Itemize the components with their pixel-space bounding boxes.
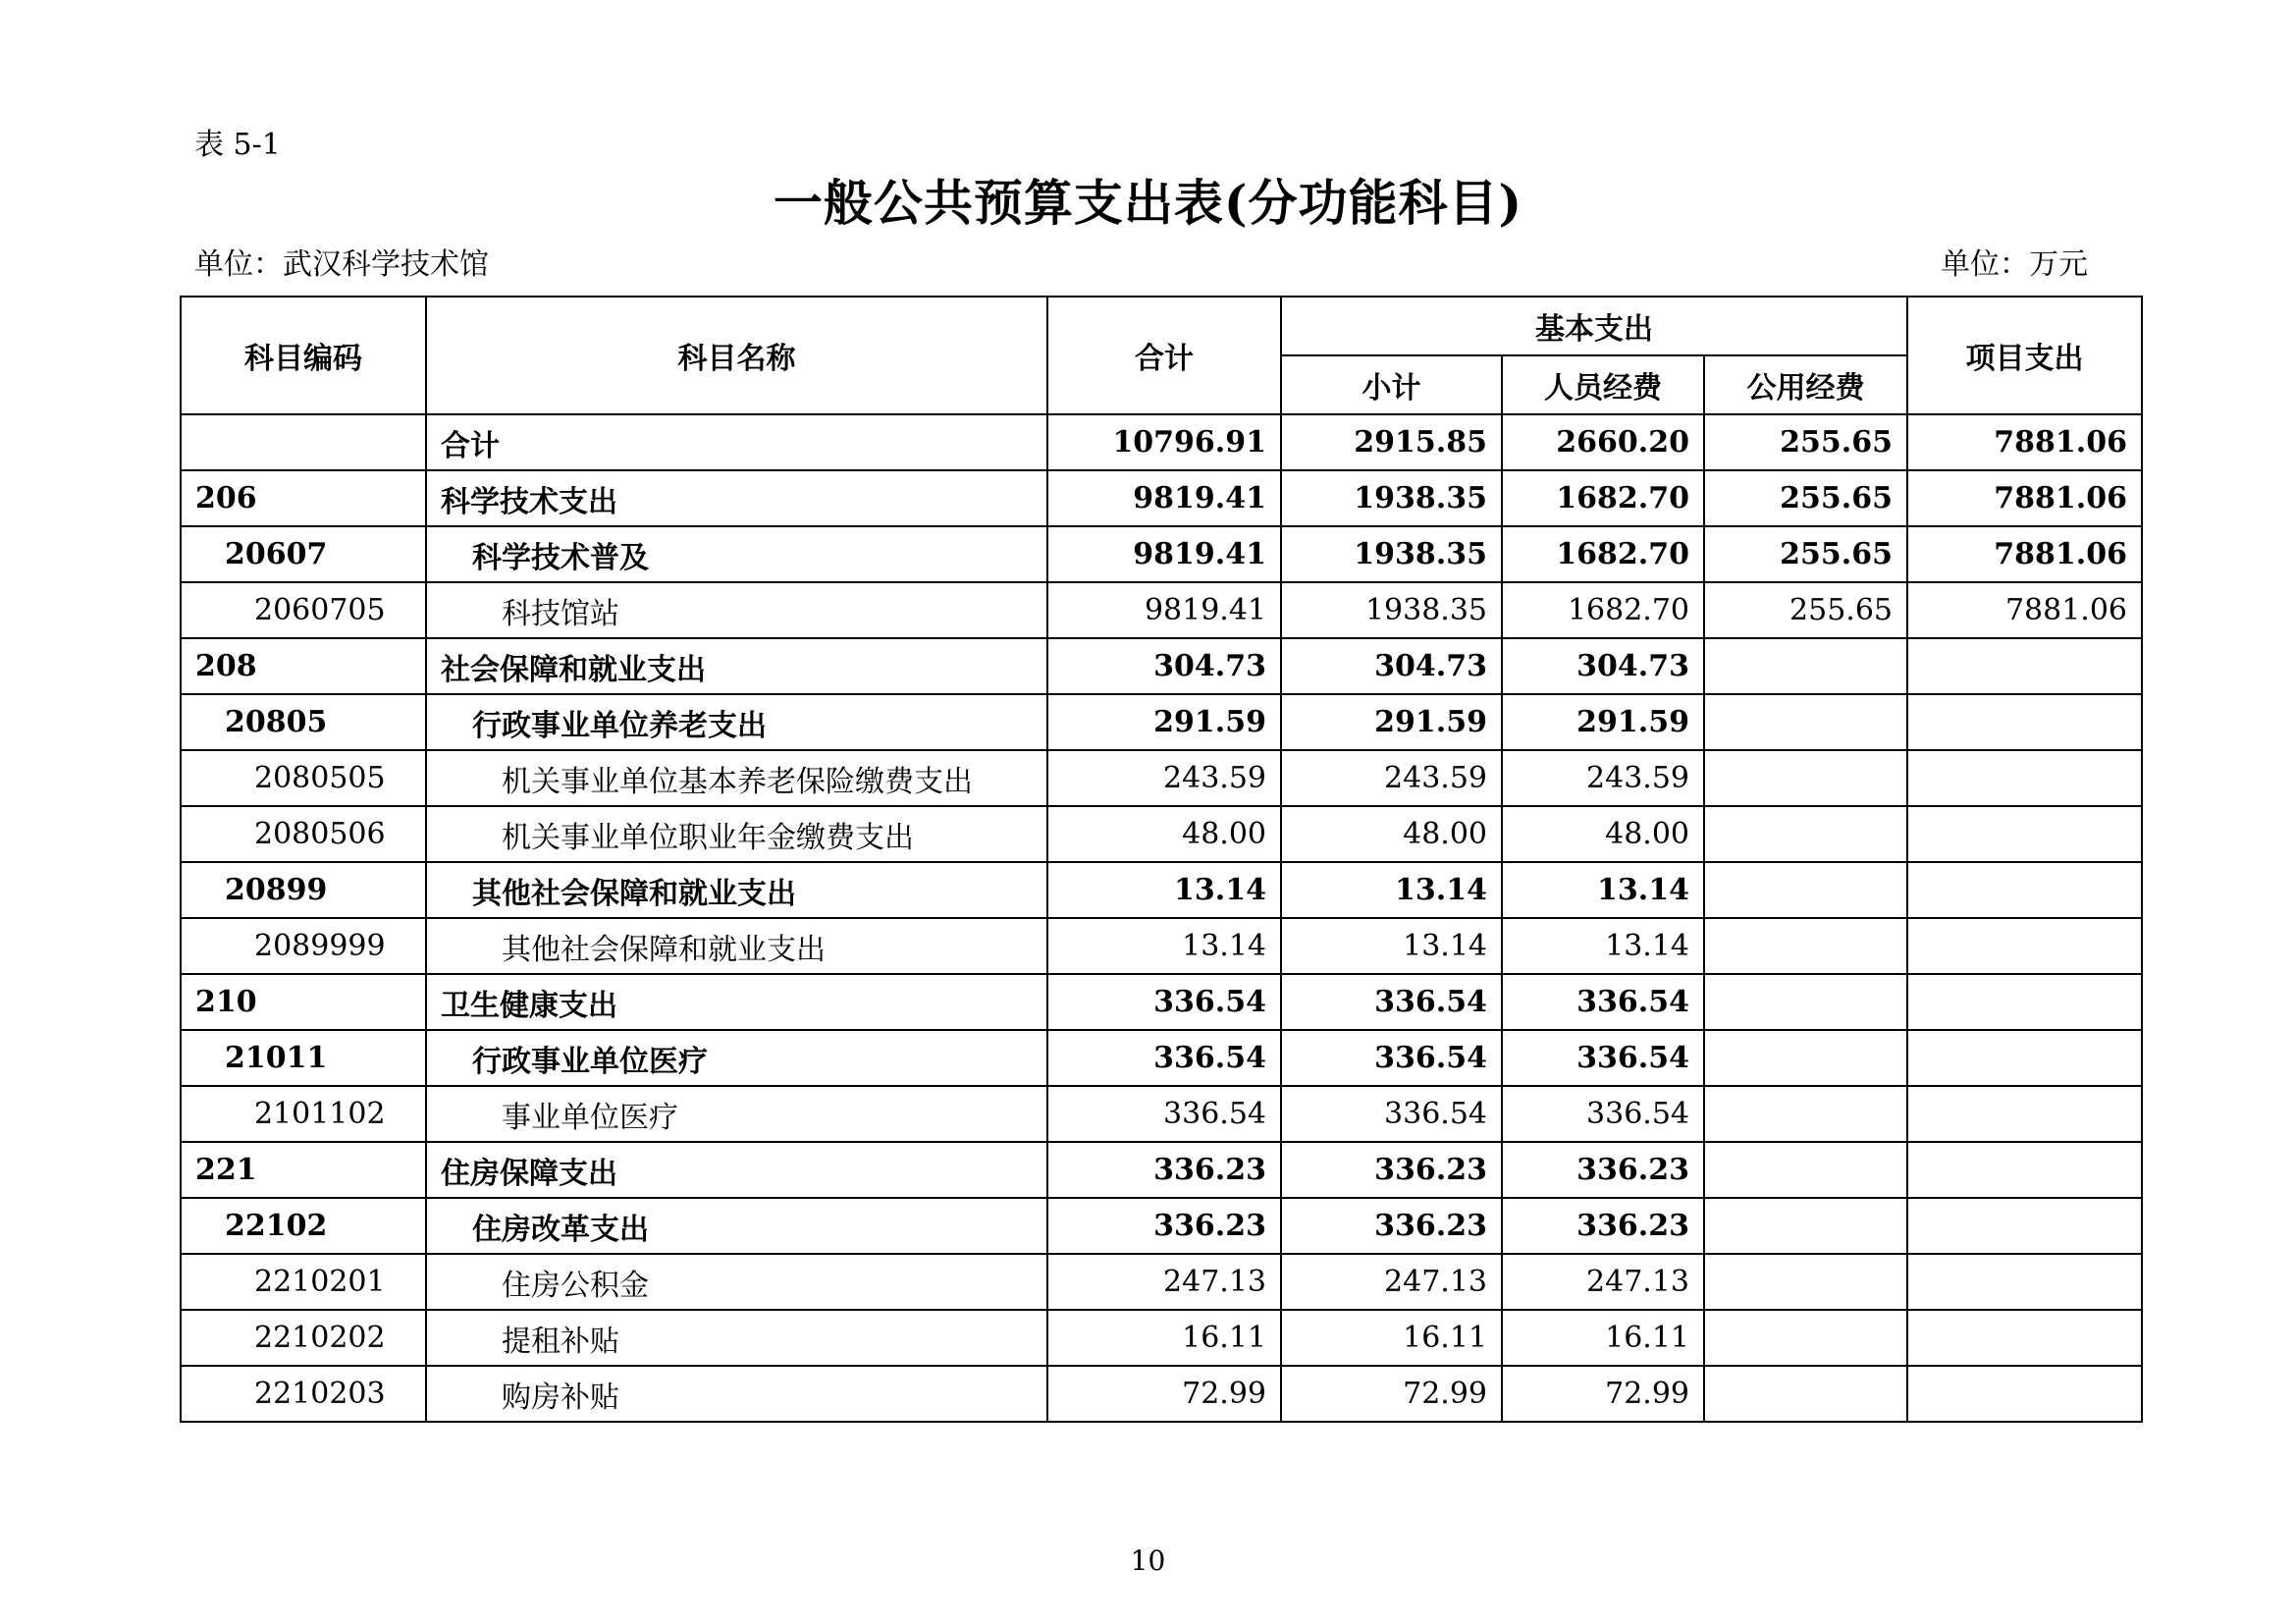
cell-code: 2089999 — [181, 918, 426, 974]
cell-personnel: 243.59 — [1502, 750, 1704, 806]
cell-public — [1704, 1030, 1907, 1086]
cell-personnel: 2660.20 — [1502, 414, 1704, 470]
cell-code: 221 — [181, 1142, 426, 1198]
cell-public: 255.65 — [1704, 526, 1907, 582]
cell-total: 243.59 — [1047, 750, 1281, 806]
cell-total: 13.14 — [1047, 918, 1281, 974]
table-row — [181, 1086, 2142, 1142]
cell-personnel: 13.14 — [1502, 918, 1704, 974]
cell-public — [1704, 806, 1907, 862]
cell-subtotal: 72.99 — [1281, 1366, 1502, 1422]
column-header-project: 项目支出 — [1907, 297, 2142, 414]
cell-total: 13.14 — [1047, 862, 1281, 918]
cell-subtotal: 16.11 — [1281, 1310, 1502, 1366]
cell-total: 9819.41 — [1047, 582, 1281, 638]
cell-name: 机关事业单位基本养老保险缴费支出 — [426, 750, 1047, 806]
cell-code: 20607 — [181, 526, 426, 582]
cell-personnel: 1682.70 — [1502, 470, 1704, 526]
table-label: 表 5-1 — [194, 128, 281, 162]
cell-project — [1907, 1310, 2142, 1366]
cell-name: 卫生健康支出 — [426, 974, 1047, 1030]
cell-public: 255.65 — [1704, 582, 1907, 638]
table-row — [181, 918, 2142, 974]
cell-name: 科技馆站 — [426, 582, 1047, 638]
cell-subtotal: 1938.35 — [1281, 526, 1502, 582]
table-row — [181, 1366, 2142, 1422]
cell-total: 291.59 — [1047, 694, 1281, 750]
table-row — [181, 974, 2142, 1030]
unit-organization: 单位：武汉科学技术馆 — [194, 247, 489, 282]
column-header-personnel: 人员经费 — [1502, 355, 1704, 414]
cell-personnel: 1682.70 — [1502, 582, 1704, 638]
table-row — [181, 470, 2142, 526]
cell-public — [1704, 974, 1907, 1030]
cell-personnel: 72.99 — [1502, 1366, 1704, 1422]
cell-code — [181, 414, 426, 470]
cell-subtotal: 48.00 — [1281, 806, 1502, 862]
cell-subtotal: 243.59 — [1281, 750, 1502, 806]
cell-name: 其他社会保障和就业支出 — [426, 862, 1047, 918]
page-title: 一般公共预算支出表(分功能科目) — [773, 174, 1523, 232]
cell-total: 336.23 — [1047, 1198, 1281, 1254]
cell-name: 社会保障和就业支出 — [426, 638, 1047, 694]
table-row — [181, 414, 2142, 470]
cell-public — [1704, 1310, 1907, 1366]
page-number: 10 — [1130, 1544, 1166, 1577]
table-row — [181, 1142, 2142, 1198]
cell-project: 7881.06 — [1907, 414, 2142, 470]
cell-total: 336.54 — [1047, 974, 1281, 1030]
cell-total: 9819.41 — [1047, 526, 1281, 582]
cell-personnel: 336.23 — [1502, 1198, 1704, 1254]
cell-name: 提租补贴 — [426, 1310, 1047, 1366]
cell-project: 7881.06 — [1907, 470, 2142, 526]
table-row — [181, 750, 2142, 806]
cell-name: 住房公积金 — [426, 1254, 1047, 1310]
cell-total: 247.13 — [1047, 1254, 1281, 1310]
cell-code: 2060705 — [181, 582, 426, 638]
table-row — [181, 1030, 2142, 1086]
cell-code: 22102 — [181, 1198, 426, 1254]
cell-subtotal: 304.73 — [1281, 638, 1502, 694]
cell-project — [1907, 918, 2142, 974]
cell-subtotal: 1938.35 — [1281, 582, 1502, 638]
cell-public: 255.65 — [1704, 414, 1907, 470]
cell-public — [1704, 1086, 1907, 1142]
table-row — [181, 806, 2142, 862]
cell-project — [1907, 750, 2142, 806]
cell-code: 2210201 — [181, 1254, 426, 1310]
cell-subtotal: 247.13 — [1281, 1254, 1502, 1310]
cell-personnel: 16.11 — [1502, 1310, 1704, 1366]
cell-total: 16.11 — [1047, 1310, 1281, 1366]
table-row — [181, 862, 2142, 918]
cell-code: 2101102 — [181, 1086, 426, 1142]
cell-code: 2210203 — [181, 1366, 426, 1422]
cell-project: 7881.06 — [1907, 526, 2142, 582]
column-header-code: 科目编码 — [181, 297, 426, 414]
cell-public — [1704, 1254, 1907, 1310]
cell-public — [1704, 918, 1907, 974]
cell-personnel: 336.54 — [1502, 974, 1704, 1030]
cell-code: 20805 — [181, 694, 426, 750]
cell-name: 住房保障支出 — [426, 1142, 1047, 1198]
cell-total: 336.54 — [1047, 1086, 1281, 1142]
cell-total: 9819.41 — [1047, 470, 1281, 526]
cell-total: 72.99 — [1047, 1366, 1281, 1422]
cell-project — [1907, 1366, 2142, 1422]
table-row — [181, 582, 2142, 638]
cell-public — [1704, 638, 1907, 694]
cell-code: 210 — [181, 974, 426, 1030]
table-row — [181, 1254, 2142, 1310]
cell-public — [1704, 862, 1907, 918]
cell-name: 机关事业单位职业年金缴费支出 — [426, 806, 1047, 862]
cell-personnel: 336.54 — [1502, 1086, 1704, 1142]
cell-project — [1907, 1254, 2142, 1310]
cell-subtotal: 336.54 — [1281, 1030, 1502, 1086]
cell-name: 科学技术支出 — [426, 470, 1047, 526]
cell-code: 206 — [181, 470, 426, 526]
cell-public — [1704, 694, 1907, 750]
cell-subtotal: 1938.35 — [1281, 470, 1502, 526]
cell-subtotal: 336.54 — [1281, 974, 1502, 1030]
cell-public — [1704, 750, 1907, 806]
cell-personnel: 336.54 — [1502, 1030, 1704, 1086]
cell-subtotal: 291.59 — [1281, 694, 1502, 750]
cell-code: 21011 — [181, 1030, 426, 1086]
header-row-top — [181, 297, 2142, 355]
table-row — [181, 638, 2142, 694]
cell-total: 10796.91 — [1047, 414, 1281, 470]
cell-project — [1907, 1086, 2142, 1142]
cell-subtotal: 336.23 — [1281, 1198, 1502, 1254]
budget-table — [180, 296, 2143, 1423]
cell-name: 购房补贴 — [426, 1366, 1047, 1422]
cell-project: 7881.06 — [1907, 582, 2142, 638]
cell-project — [1907, 862, 2142, 918]
table-row — [181, 1310, 2142, 1366]
column-header-total: 合计 — [1047, 297, 1281, 414]
cell-personnel: 336.23 — [1502, 1142, 1704, 1198]
cell-subtotal: 336.54 — [1281, 1086, 1502, 1142]
cell-personnel: 291.59 — [1502, 694, 1704, 750]
cell-public — [1704, 1198, 1907, 1254]
cell-code: 2080506 — [181, 806, 426, 862]
column-header-public: 公用经费 — [1704, 355, 1907, 414]
cell-total: 336.54 — [1047, 1030, 1281, 1086]
cell-name: 其他社会保障和就业支出 — [426, 918, 1047, 974]
table-row — [181, 526, 2142, 582]
table-body — [181, 414, 2142, 1422]
cell-subtotal: 336.23 — [1281, 1142, 1502, 1198]
cell-personnel: 13.14 — [1502, 862, 1704, 918]
cell-name: 行政事业单位医疗 — [426, 1030, 1047, 1086]
cell-name: 事业单位医疗 — [426, 1086, 1047, 1142]
cell-subtotal: 13.14 — [1281, 862, 1502, 918]
cell-name: 科学技术普及 — [426, 526, 1047, 582]
cell-project — [1907, 1030, 2142, 1086]
cell-personnel: 1682.70 — [1502, 526, 1704, 582]
cell-subtotal: 13.14 — [1281, 918, 1502, 974]
cell-project — [1907, 1142, 2142, 1198]
cell-public: 255.65 — [1704, 470, 1907, 526]
cell-code: 2210202 — [181, 1310, 426, 1366]
cell-name: 行政事业单位养老支出 — [426, 694, 1047, 750]
column-header-subtotal: 小计 — [1281, 355, 1502, 414]
cell-public — [1704, 1142, 1907, 1198]
cell-code: 20899 — [181, 862, 426, 918]
cell-name: 住房改革支出 — [426, 1198, 1047, 1254]
cell-subtotal: 2915.85 — [1281, 414, 1502, 470]
cell-personnel: 48.00 — [1502, 806, 1704, 862]
unit-currency: 单位：万元 — [1941, 247, 2088, 282]
cell-code: 2080505 — [181, 750, 426, 806]
cell-project — [1907, 638, 2142, 694]
cell-project — [1907, 694, 2142, 750]
table-row — [181, 1198, 2142, 1254]
column-header-name: 科目名称 — [426, 297, 1047, 414]
cell-personnel: 247.13 — [1502, 1254, 1704, 1310]
cell-name: 合计 — [426, 414, 1047, 470]
cell-total: 304.73 — [1047, 638, 1281, 694]
cell-total: 336.23 — [1047, 1142, 1281, 1198]
cell-public — [1704, 1366, 1907, 1422]
cell-project — [1907, 806, 2142, 862]
table-row — [181, 694, 2142, 750]
cell-personnel: 304.73 — [1502, 638, 1704, 694]
column-header-basic: 基本支出 — [1281, 297, 1907, 355]
cell-project — [1907, 1198, 2142, 1254]
cell-total: 48.00 — [1047, 806, 1281, 862]
cell-code: 208 — [181, 638, 426, 694]
cell-project — [1907, 974, 2142, 1030]
